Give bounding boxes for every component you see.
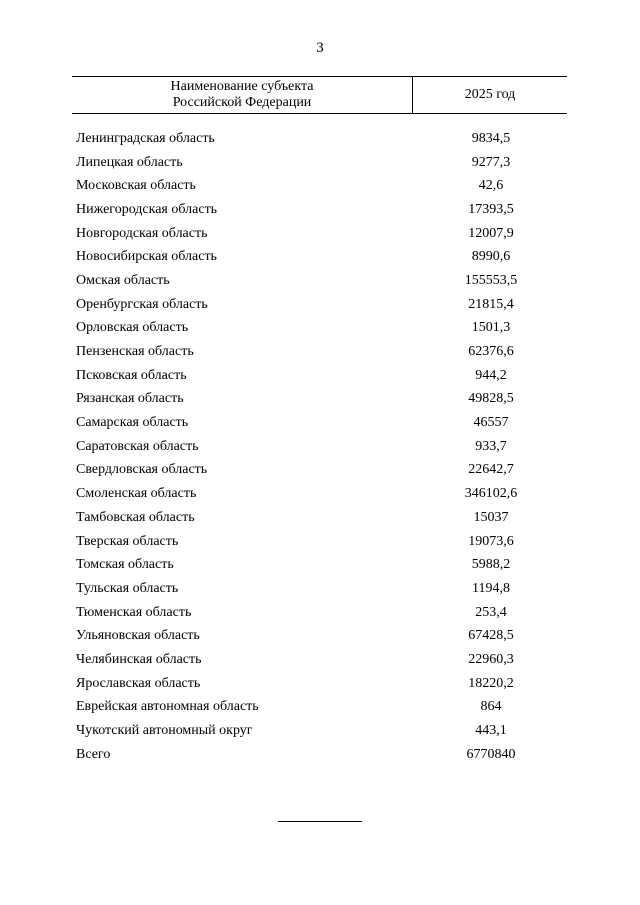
subject-value: 6770840 bbox=[466, 746, 516, 762]
table-row bbox=[76, 127, 567, 151]
subject-name: Новосибирская область bbox=[76, 249, 217, 265]
header-subject-column bbox=[72, 77, 413, 113]
subject-name: Липецкая область bbox=[76, 154, 183, 170]
table-row bbox=[76, 151, 567, 175]
table-row bbox=[76, 601, 567, 625]
subject-name: Ульяновская область bbox=[76, 628, 200, 644]
subject-name: Орловская область bbox=[76, 320, 189, 336]
subject-name: Всего bbox=[76, 746, 111, 762]
table-body bbox=[76, 127, 567, 767]
subject-name: Тамбовская область bbox=[76, 509, 195, 525]
table-row bbox=[76, 624, 567, 648]
subject-name: Ярославская область bbox=[76, 675, 201, 691]
subject-name: Нижегородская область bbox=[76, 201, 218, 217]
subject-name: Свердловская область bbox=[76, 462, 208, 478]
subject-value: 42,6 bbox=[478, 178, 504, 194]
subject-value: 12007,9 bbox=[468, 225, 514, 241]
table-row bbox=[76, 364, 567, 388]
table-row bbox=[76, 672, 567, 696]
subject-name: Томская область bbox=[76, 557, 174, 573]
table-header bbox=[72, 76, 567, 114]
subject-value: 346102,6 bbox=[464, 486, 518, 502]
header-year-column bbox=[413, 77, 567, 113]
subject-value: 21815,4 bbox=[468, 296, 514, 312]
page-number: 3 bbox=[316, 40, 324, 56]
subject-value: 46557 bbox=[473, 415, 509, 431]
subject-value: 9277,3 bbox=[471, 154, 511, 170]
table-row bbox=[76, 743, 567, 767]
table-row bbox=[76, 317, 567, 341]
header-subject-line1: Наименование субъекта bbox=[170, 79, 314, 94]
subject-name: Московская область bbox=[76, 178, 196, 194]
subject-value: 253,4 bbox=[475, 604, 507, 620]
table-row bbox=[76, 530, 567, 554]
subject-name: Тюменская область bbox=[76, 604, 192, 620]
subject-value: 933,7 bbox=[475, 438, 507, 454]
subject-value: 9834,5 bbox=[471, 130, 511, 146]
subject-name: Челябинская область bbox=[76, 651, 202, 667]
subject-value: 155553,5 bbox=[464, 272, 518, 288]
subject-name: Рязанская область bbox=[76, 391, 184, 407]
subject-name: Тверская область bbox=[76, 533, 179, 549]
table-row bbox=[76, 482, 567, 506]
table-row bbox=[76, 222, 567, 246]
subject-name: Оренбургская область bbox=[76, 296, 208, 312]
subject-value: 22960,3 bbox=[468, 651, 514, 667]
table-row bbox=[76, 411, 567, 435]
table-row bbox=[76, 435, 567, 459]
subject-value: 443,1 bbox=[475, 723, 507, 739]
subject-name: Чукотский автономный округ bbox=[76, 723, 253, 739]
table-row bbox=[76, 459, 567, 483]
subject-value: 17393,5 bbox=[468, 201, 514, 217]
subject-value: 18220,2 bbox=[468, 675, 514, 691]
subject-value: 1501,3 bbox=[471, 320, 511, 336]
table-row bbox=[76, 506, 567, 530]
subject-name: Пензенская область bbox=[76, 344, 194, 360]
header-year-label: 2025 год bbox=[464, 87, 516, 102]
table-row bbox=[76, 198, 567, 222]
subject-value: 15037 bbox=[473, 509, 509, 525]
subject-value: 62376,6 bbox=[468, 344, 514, 360]
subject-name: Смоленская область bbox=[76, 486, 197, 502]
footer-separator-line bbox=[278, 821, 362, 822]
table-row bbox=[76, 293, 567, 317]
subject-name: Самарская область bbox=[76, 415, 189, 431]
subject-name: Тульская область bbox=[76, 580, 179, 596]
subject-value: 22642,7 bbox=[468, 462, 514, 478]
subject-value: 49828,5 bbox=[468, 391, 514, 407]
subject-name: Омская область bbox=[76, 272, 170, 288]
table-row bbox=[76, 388, 567, 412]
table-row bbox=[76, 696, 567, 720]
table-row bbox=[76, 174, 567, 198]
subject-value: 8990,6 bbox=[471, 249, 511, 265]
table-row bbox=[76, 719, 567, 743]
table-row bbox=[76, 553, 567, 577]
table-row bbox=[76, 577, 567, 601]
subject-value: 19073,6 bbox=[468, 533, 514, 549]
subject-name: Новгородская область bbox=[76, 225, 208, 241]
subject-name: Ленинградская область bbox=[76, 130, 215, 146]
table-row bbox=[76, 648, 567, 672]
subject-value: 67428,5 bbox=[468, 628, 514, 644]
table-row bbox=[76, 245, 567, 269]
subject-value: 864 bbox=[480, 699, 502, 715]
header-subject-line2: Российской Федерации bbox=[172, 95, 312, 110]
subject-value: 944,2 bbox=[475, 367, 507, 383]
table-row bbox=[76, 269, 567, 293]
subject-name: Саратовская область bbox=[76, 438, 199, 454]
subject-value: 5988,2 bbox=[471, 557, 511, 573]
subject-value: 1194,8 bbox=[472, 580, 510, 596]
subject-name: Псковская область bbox=[76, 367, 187, 383]
subject-name: Еврейская автономная область bbox=[76, 699, 259, 715]
table-row bbox=[76, 340, 567, 364]
